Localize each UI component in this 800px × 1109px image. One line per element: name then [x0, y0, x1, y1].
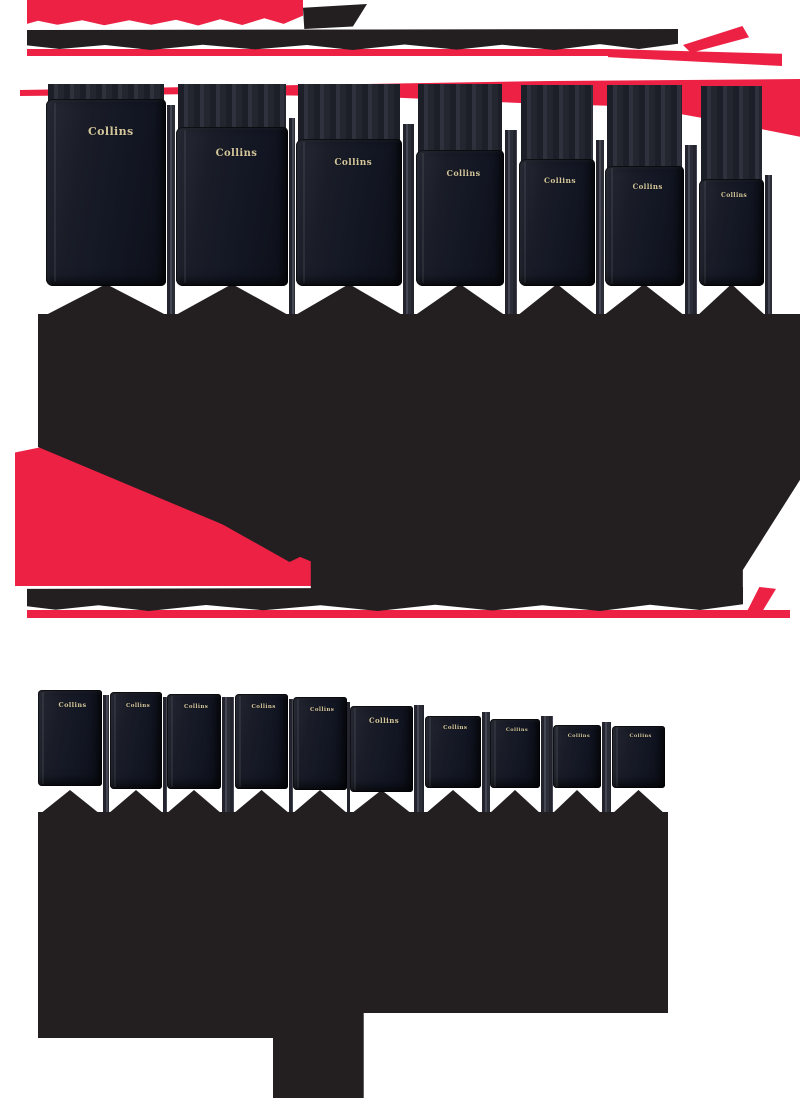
section1-rule: [27, 49, 610, 56]
book-shadow-column: [298, 84, 400, 146]
book-shadow-peak: [174, 284, 290, 316]
product-book: [176, 127, 288, 286]
collins-logo: Collins: [251, 704, 276, 711]
collins-logo: Collins: [446, 167, 481, 178]
gap-shadow-bar: [289, 118, 295, 318]
section1-text-blob-main: [38, 314, 800, 447]
section2-subheading-blob: [27, 587, 743, 611]
product-book: [350, 706, 413, 792]
gap-shadow-bar: [403, 124, 414, 318]
book-shadow-peak: [612, 790, 665, 814]
product-book: [519, 159, 595, 286]
gap-shadow-bar: [103, 695, 109, 814]
book-shadow-column: [521, 85, 593, 165]
collins-logo: Collins: [443, 724, 468, 731]
product-book: [416, 150, 504, 286]
section2-rule: [27, 610, 790, 618]
book-shadow-peak: [552, 790, 602, 814]
collins-logo: Collins: [334, 158, 373, 169]
book-spine-groove: [54, 103, 56, 283]
book-shadow-peak: [292, 790, 348, 814]
section1-heading-tail-swoosh: [303, 4, 367, 29]
product-book: [605, 166, 684, 286]
book-shadow-peak: [44, 284, 168, 316]
gap-shadow-bar: [414, 705, 424, 814]
book-shadow-peak: [166, 790, 222, 814]
book-shadow-peak: [517, 284, 597, 316]
section2-rule-flick: [744, 587, 776, 611]
book-shadow-column: [701, 86, 762, 185]
product-book: [110, 692, 162, 789]
book-spine-groove: [303, 142, 305, 283]
product-book: [296, 139, 402, 286]
book-shadow-peak: [40, 790, 100, 814]
collins-logo: Collins: [629, 733, 652, 740]
product-book: [293, 697, 347, 790]
collins-logo: Collins: [544, 175, 577, 185]
book-shadow-peak: [294, 284, 404, 316]
collins-logo: Collins: [125, 702, 151, 709]
product-book: [490, 719, 540, 788]
collins-logo: Collins: [58, 700, 87, 709]
collins-logo: Collins: [567, 732, 591, 739]
collins-logo: Collins: [721, 191, 748, 199]
product-book: [46, 99, 166, 286]
book-shadow-peak: [697, 284, 766, 316]
collins-logo: Collins: [505, 727, 529, 734]
book-shadow-column: [607, 85, 682, 172]
gap-shadow-bar: [482, 712, 490, 814]
book-shadow-peak: [414, 284, 506, 316]
book-shadow-peak: [489, 790, 541, 814]
book-shadow-peak: [425, 790, 481, 814]
product-book: [38, 690, 102, 786]
collins-logo: Collins: [632, 181, 663, 191]
section1-subheading-blob: [27, 29, 678, 50]
collins-logo: Collins: [368, 716, 400, 726]
gap-shadow-bar: [222, 697, 234, 814]
collins-logo: Collins: [310, 707, 335, 714]
section2-text-blob: [38, 812, 668, 1098]
gap-shadow-bar: [505, 130, 517, 318]
gap-shadow-bar: [167, 105, 175, 318]
section1-heading-blob: [27, 0, 303, 26]
product-book: [553, 725, 601, 788]
book-shadow-peak: [108, 790, 164, 814]
product-book: [612, 726, 665, 788]
gap-shadow-bar: [765, 175, 772, 318]
book-shadow-column: [418, 84, 502, 156]
book-shadow-peak: [603, 284, 685, 316]
collins-logo: Collins: [87, 125, 134, 139]
gap-shadow-bar: [596, 140, 604, 318]
collins-logo: Collins: [184, 704, 209, 711]
collins-logo: Collins: [215, 147, 258, 159]
product-book: [425, 716, 481, 788]
product-book: [699, 179, 764, 286]
book-shadow-peak: [351, 790, 412, 814]
gap-shadow-bar: [602, 722, 611, 814]
book-spine-groove: [184, 130, 186, 283]
product-book: [167, 694, 221, 789]
gap-shadow-bar: [685, 145, 697, 318]
book-shadow-peak: [233, 790, 290, 814]
section1-rule-flick: [683, 26, 749, 54]
product-book: [235, 694, 288, 789]
gap-shadow-bar: [541, 716, 553, 814]
